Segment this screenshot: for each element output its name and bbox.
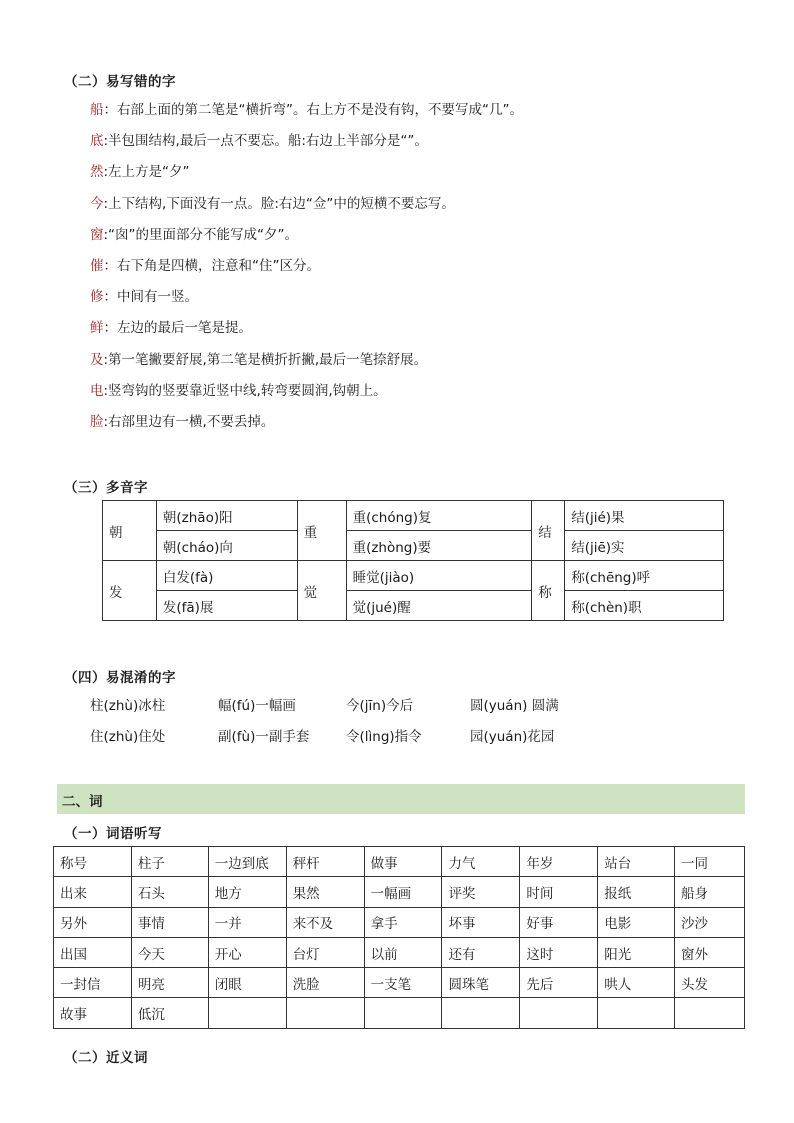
word-cell: 闭眼: [208, 968, 286, 998]
word-cell: 坏事: [442, 907, 520, 937]
list-item: [90, 160, 523, 191]
error-note: :左上方是“夕”: [103, 164, 190, 181]
word-cell: 站台: [598, 847, 675, 877]
error-note: :竖弯钩的竖要靠近竖中线,转弯要圆润,钩朝上。: [103, 382, 387, 399]
error-char: 修: [90, 289, 104, 306]
word-cell: [442, 998, 520, 1028]
word-cell: 一并: [208, 907, 286, 937]
list-item: [90, 348, 523, 379]
table-row: [103, 531, 724, 561]
polyphone-reading: 觉(jué)醒: [346, 591, 532, 621]
confusable-entry: 柱(zhù)冰柱: [90, 698, 166, 714]
word-cell: 一封信: [54, 968, 132, 998]
error-note: ：右下角是四横，注意和“住”区分。: [103, 257, 320, 274]
word-cell: 台灯: [286, 937, 364, 967]
word-cell: [208, 998, 286, 1028]
section-title-dictation: （一）词语听写: [64, 826, 162, 842]
polyphone-char: 重: [297, 501, 346, 561]
section-banner-words: [57, 784, 745, 814]
word-cell: 这时: [520, 937, 598, 967]
confusable-entry: 今(jīn)今后: [346, 698, 414, 714]
word-cell: 开心: [208, 937, 286, 967]
word-cell: 评奖: [442, 877, 520, 907]
word-cell: 一支笔: [364, 968, 442, 998]
polyphone-char: 称: [532, 561, 565, 621]
section-title-polyphonic: （三）多音字: [64, 480, 148, 496]
word-cell: 低沉: [131, 998, 208, 1028]
list-item: [90, 98, 523, 129]
word-cell: 另外: [54, 907, 132, 937]
polyphone-reading: 结(jiē)实: [565, 531, 724, 561]
error-char: 鲜: [90, 320, 104, 337]
list-item: [90, 254, 523, 285]
word-cell: 出来: [54, 877, 132, 907]
polyphone-reading: 朝(zhāo)阳: [156, 501, 297, 531]
error-char: 脸: [90, 413, 104, 430]
error-prone-list: [90, 98, 523, 441]
table-row: [54, 847, 745, 877]
section-title-confusable: （四）易混淆的字: [64, 670, 176, 686]
error-note: ：左边的最后一笔是提。: [103, 320, 252, 337]
word-cell: [520, 998, 598, 1028]
polyphone-reading: 朝(cháo)向: [156, 531, 297, 561]
polyphone-reading: 称(chèn)职: [565, 591, 724, 621]
error-char: 船: [90, 102, 104, 118]
dictation-table: [53, 846, 745, 1029]
word-cell: [364, 998, 442, 1028]
word-cell: 电影: [598, 907, 675, 937]
polyphone-char: 朝: [103, 501, 157, 561]
table-row: [54, 877, 745, 907]
word-cell: 年岁: [520, 847, 598, 877]
list-item: [90, 129, 523, 160]
word-cell: 船身: [675, 877, 745, 907]
error-char: 然: [90, 164, 104, 181]
word-cell: 一边到底: [208, 847, 286, 877]
polyphone-reading: 睡觉(jiào): [346, 561, 532, 591]
word-cell: 来不及: [286, 907, 364, 937]
word-cell: [598, 998, 675, 1028]
polyphone-reading: 重(chóng)复: [346, 501, 532, 531]
section-title-synonyms: （二）近义词: [64, 1050, 148, 1066]
banner-title: 二、词: [62, 794, 103, 810]
word-cell: 秤杆: [286, 847, 364, 877]
word-cell: 出国: [54, 937, 132, 967]
polyphone-reading: 白发(fà): [156, 561, 297, 591]
table-row: [54, 968, 745, 998]
error-char: 电: [90, 382, 104, 399]
list-item: [90, 192, 523, 223]
error-note: :半包围结构,最后一点不要忘。船:右边上半部分是“”。: [103, 133, 428, 150]
polyphone-reading: 称(chēng)呼: [565, 561, 724, 591]
word-cell: 阳光: [598, 937, 675, 967]
word-cell: 一幅画: [364, 877, 442, 907]
word-cell: 洗脸: [286, 968, 364, 998]
list-item: [90, 410, 523, 441]
polyphone-reading: 发(fā)展: [156, 591, 297, 621]
word-cell: 沙沙: [675, 907, 745, 937]
confusable-entry: 园(yuán)花园: [470, 729, 555, 745]
error-note: :“囱”的里面部分不能写成“夕”。: [103, 226, 299, 243]
word-cell: 圆珠笔: [442, 968, 520, 998]
error-char: 催: [90, 257, 104, 274]
polyphonic-table: [102, 500, 724, 621]
word-cell: 还有: [442, 937, 520, 967]
word-cell: 拿手: [364, 907, 442, 937]
word-cell: [675, 998, 745, 1028]
confusable-entry: 幅(fú)一幅画: [218, 698, 296, 714]
table-row: [54, 998, 745, 1028]
word-cell: 柱子: [131, 847, 208, 877]
word-cell: 一同: [675, 847, 745, 877]
polyphone-char: 觉: [297, 561, 346, 621]
word-cell: 石头: [131, 877, 208, 907]
word-cell: 明亮: [131, 968, 208, 998]
error-note: :右部里边有一横,不要丢掉。: [103, 413, 275, 430]
word-cell: 先后: [520, 968, 598, 998]
error-char: 窗: [90, 226, 104, 243]
error-note: ：中间有一竖。: [103, 289, 198, 306]
word-cell: 果然: [286, 877, 364, 907]
table-row: [54, 907, 745, 937]
list-item: [90, 285, 523, 316]
list-item: [90, 223, 523, 254]
list-item: [90, 694, 690, 725]
confusable-entry: 住(zhù)住处: [90, 729, 166, 745]
table-row: [103, 591, 724, 621]
word-cell: 窗外: [675, 937, 745, 967]
error-note: ：右部上面的第二笔是“横折弯”。右上方不是没有钩，不要写成“几”。: [103, 102, 523, 118]
polyphone-char: 结: [532, 501, 565, 561]
error-char: 今: [90, 195, 104, 212]
word-cell: 做事: [364, 847, 442, 877]
confusable-entry: 圆(yuán) 圆满: [470, 698, 559, 714]
confusable-entry: 令(lìng)指令: [346, 729, 422, 745]
confusable-entry: 副(fù)一副手套: [218, 729, 310, 745]
word-cell: 好事: [520, 907, 598, 937]
word-cell: 以前: [364, 937, 442, 967]
error-note: :第一笔撇要舒展,第二笔是横折折撇,最后一笔捺舒展。: [103, 351, 428, 368]
list-item: [90, 725, 690, 756]
word-cell: 哄人: [598, 968, 675, 998]
list-item: [90, 316, 523, 347]
word-cell: 力气: [442, 847, 520, 877]
word-cell: 头发: [675, 968, 745, 998]
error-char: 及: [90, 351, 104, 368]
word-cell: 称号: [54, 847, 132, 877]
word-cell: 时间: [520, 877, 598, 907]
confusable-list: [90, 694, 690, 756]
table-row: [103, 561, 724, 591]
word-cell: 故事: [54, 998, 132, 1028]
word-cell: [286, 998, 364, 1028]
section-title-error-prone: （二）易写错的字: [64, 74, 176, 90]
word-cell: 今天: [131, 937, 208, 967]
error-note: :上下结构,下面没有一点。脸:右边“佥”中的短横不要忘写。: [103, 195, 455, 212]
word-cell: 报纸: [598, 877, 675, 907]
table-row: [54, 937, 745, 967]
polyphone-reading: 重(zhòng)要: [346, 531, 532, 561]
error-char: 底: [90, 133, 104, 150]
word-cell: 事情: [131, 907, 208, 937]
list-item: [90, 379, 523, 410]
polyphone-reading: 结(jié)果: [565, 501, 724, 531]
word-cell: 地方: [208, 877, 286, 907]
table-row: [103, 501, 724, 531]
polyphone-char: 发: [103, 561, 157, 621]
